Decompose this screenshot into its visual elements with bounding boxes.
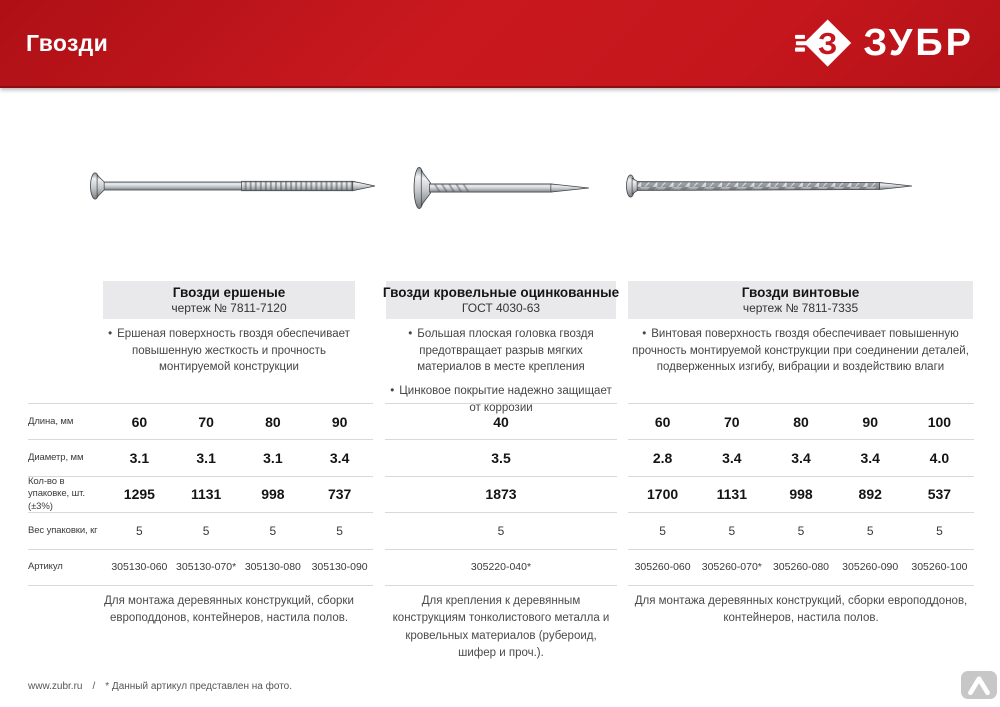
table-row-length xyxy=(385,404,617,440)
table-cell: 305260-090 xyxy=(842,561,899,574)
table-cell: 5 xyxy=(866,523,874,538)
table-row-quantity xyxy=(628,477,974,513)
table-cell: 1700 xyxy=(647,486,679,503)
brand-logo xyxy=(795,17,974,69)
header xyxy=(0,0,1000,88)
table-cell: 1131 xyxy=(716,486,747,503)
table-cell: 3.1 xyxy=(263,450,283,467)
table-cell: 5 xyxy=(728,523,736,538)
row-label: Длина, мм xyxy=(28,415,74,427)
table-cell: 5 xyxy=(936,523,943,538)
photo-watermark-logo xyxy=(961,671,997,699)
table-cell: 305260-080 xyxy=(772,561,830,574)
row-label: Артикул xyxy=(28,561,63,573)
ring-shank-nail-image xyxy=(88,170,376,202)
table-cell: 305260-070* xyxy=(701,561,762,574)
product-description-vintovye xyxy=(628,326,973,383)
row-label: Кол-во в упаковке, шт. (±3%) xyxy=(28,475,85,512)
table-row-length xyxy=(28,404,373,440)
table-cell: 3.4 xyxy=(329,450,350,467)
row-label: Вес упаковки, кг xyxy=(28,524,98,536)
table-cell: 3.5 xyxy=(491,450,511,467)
table-cell: 305130-090 xyxy=(311,561,368,574)
table-cell: 90 xyxy=(331,413,348,430)
mountain-icon xyxy=(965,674,993,696)
table-cell: 305130-060 xyxy=(111,561,168,574)
product-subtitle: ГОСТ 4030-63 xyxy=(461,301,541,315)
table-cell: 80 xyxy=(793,413,809,430)
table-cell: 305260-060 xyxy=(634,561,691,574)
brand-name: ЗУБР xyxy=(863,22,974,64)
footer xyxy=(28,681,292,692)
site-link[interactable]: www.zubr.ru xyxy=(28,681,83,692)
table-row-diameter xyxy=(628,440,974,476)
table-cell: 3.4 xyxy=(860,450,880,467)
table-row-diameter xyxy=(28,440,373,476)
table-row-weight xyxy=(28,513,373,549)
table-cell: 40 xyxy=(493,413,509,430)
table-cell: 3.4 xyxy=(791,450,811,467)
bullet-icon: • xyxy=(642,328,647,340)
table-cell: 998 xyxy=(789,486,813,503)
usage-note-krovelnye: Для крепления к деревянным конструкциям тонколистового металла и кровельных материалов (рубероид, шифер и проч.). xyxy=(392,595,610,659)
table-cell: 3.1 xyxy=(196,450,216,467)
product-title: Гвозди кровельные оцинкованные xyxy=(382,285,620,300)
table-row-length xyxy=(628,404,974,440)
usage-note-ershenye: Для монтажа деревянных конструкций, сборки европоддонов, контейнеров, настила полов. xyxy=(104,595,354,625)
table-cell: 5 xyxy=(659,523,666,538)
table-cell: 5 xyxy=(336,523,343,538)
page-title: Гвозди xyxy=(26,29,109,56)
product-subtitle: чертеж № 7811-7120 xyxy=(171,301,287,315)
bullet-item: • Винтовая поверхность гвоздя обеспечивает повышенную прочность монтируемой конструкции при соединении деталей, подверженных изгибу, вибрации и воздействию влаги xyxy=(632,328,969,374)
bullet-icon: • xyxy=(390,385,395,398)
zubr-diamond-icon xyxy=(795,17,853,69)
table-cell: 90 xyxy=(862,413,878,430)
table-cell: 5 xyxy=(202,523,210,538)
table-cell: 305130-070* xyxy=(176,561,237,574)
table-cell: 5 xyxy=(497,523,505,538)
bullet-item: • Большая плоская головка гвоздя предотвращает разрыв мягких материалов в месте крепления xyxy=(408,328,594,374)
bullet-item: • Цинковое покрытие надежно защищает от коррозии xyxy=(390,385,612,414)
roofing-nail-image xyxy=(412,166,592,210)
row-label: Диаметр, мм xyxy=(28,451,84,463)
product-title: Гвозди винтовые xyxy=(741,285,860,300)
table-row-quantity xyxy=(385,477,617,513)
table-row-sku xyxy=(28,550,373,586)
table-cell: 3.1 xyxy=(129,450,150,467)
table-cell: 1131 xyxy=(190,486,222,503)
spec-table-vintovye xyxy=(628,403,974,586)
table-cell: 998 xyxy=(261,486,285,503)
table-cell: 60 xyxy=(131,413,148,430)
product-description-ershenye xyxy=(103,326,355,383)
table-row-sku xyxy=(628,550,974,586)
table-cell: 1295 xyxy=(123,486,155,503)
spec-table-ershenye xyxy=(28,403,373,586)
table-cell: 737 xyxy=(327,486,352,503)
product-subtitle: чертеж № 7811-7335 xyxy=(742,301,859,315)
table-cell: 5 xyxy=(797,523,805,538)
table-cell: 537 xyxy=(927,486,952,503)
table-row-quantity xyxy=(28,477,373,513)
table-cell: 2.8 xyxy=(652,450,673,467)
table-row-weight xyxy=(628,513,974,549)
bullet-item: • Ершеная поверхность гвоздя обеспечивает повышенную жесткость и прочность монтируемой конструкции xyxy=(108,328,350,374)
table-cell: 4.0 xyxy=(929,450,950,467)
table-row-weight xyxy=(385,513,617,549)
table-cell: 305260-100 xyxy=(911,561,968,574)
table-cell: 305220-040* xyxy=(470,561,532,574)
product-title-bar-vintovye xyxy=(628,281,973,319)
table-cell: 5 xyxy=(136,523,143,538)
footer-separator: / xyxy=(92,681,96,692)
table-cell: 5 xyxy=(269,523,277,538)
bullet-icon: • xyxy=(408,328,413,340)
table-cell: 892 xyxy=(858,486,882,503)
table-cell: 100 xyxy=(927,413,952,430)
table-cell: 80 xyxy=(265,413,281,430)
table-cell: 305130-080 xyxy=(244,561,301,574)
svg-text:З: З xyxy=(818,25,838,61)
product-title: Гвозди ершеные xyxy=(172,285,286,300)
product-title-bar-krovelnye xyxy=(382,281,620,319)
table-cell: 60 xyxy=(654,413,671,430)
table-cell: 3.4 xyxy=(722,450,742,467)
table-cell: 70 xyxy=(724,413,740,430)
usage-note-vintovye: Для монтажа деревянных конструкций, сборки европоддонов, контейнеров, настила полов. xyxy=(634,595,968,625)
footer-note: * Данный артикул представлен на фото. xyxy=(105,681,293,692)
screw-nail-image xyxy=(625,172,913,200)
spec-table-krovelnye xyxy=(385,403,617,586)
table-row-diameter xyxy=(385,440,617,476)
table-cell: 70 xyxy=(198,413,214,430)
bullet-icon: • xyxy=(108,328,113,340)
table-row-sku xyxy=(385,550,617,586)
product-title-bar-ershenye xyxy=(103,281,355,319)
table-cell: 1873 xyxy=(485,486,517,503)
